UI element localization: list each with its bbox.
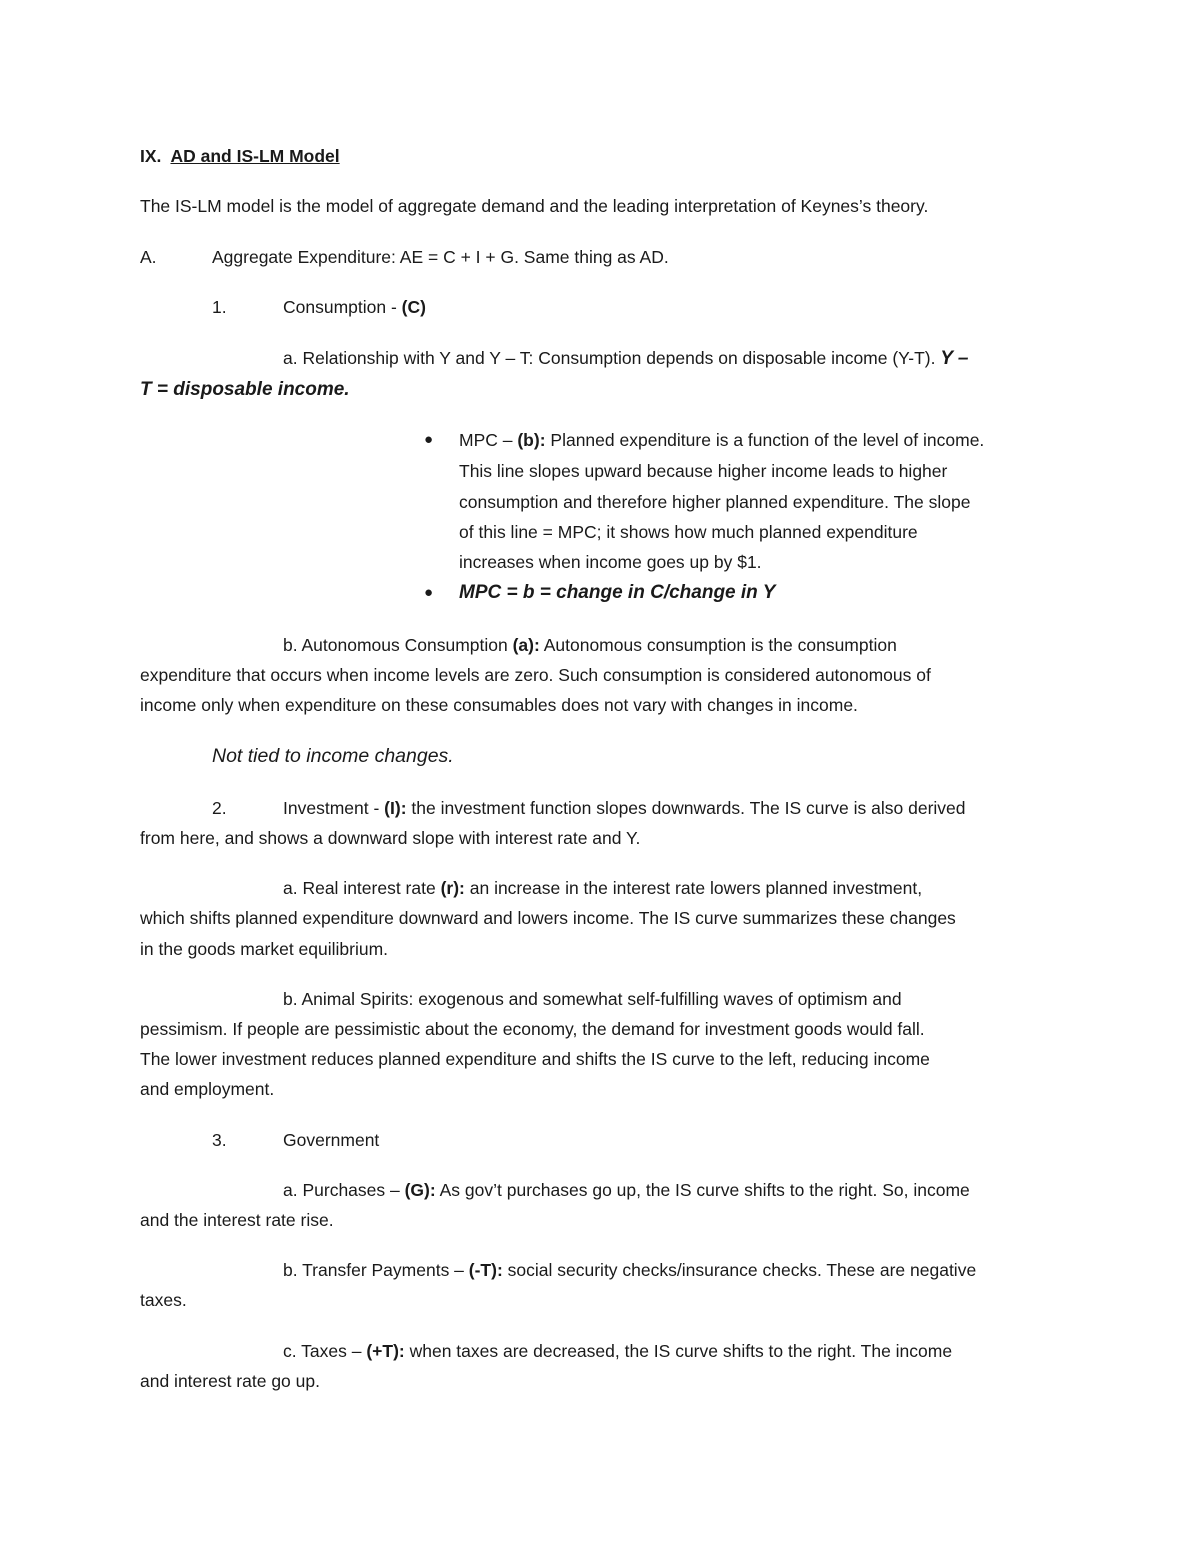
item-2-colon: : <box>400 798 407 818</box>
item-2b-line-1: b. Animal Spirits: exogenous and somewhat self-fulfilling waves of optimism and <box>283 989 902 1009</box>
section-a-text: Aggregate Expenditure: AE = C + I + G. Same thing as AD. <box>212 247 669 267</box>
item-3-label: 3. <box>212 1130 227 1150</box>
item-3b-line-1 <box>283 1259 976 1281</box>
item-3a-line-1-rest: As gov’t purchases go up, the IS curve shifts to the right. So, income <box>435 1180 970 1200</box>
item-3a-colon: : <box>429 1180 436 1200</box>
item-2-symbol: (I) <box>384 798 401 818</box>
mpc-formula: MPC = b = change in C/change in Y <box>459 582 776 603</box>
item-2-line-1-rest: the investment function slopes downwards. The IS curve is also derived <box>406 798 966 818</box>
mpc-line-1-rest: Planned expenditure is a function of the level of income. <box>545 430 985 450</box>
item-2-line-2: from here, and shows a downward slope with interest rate and Y. <box>140 828 641 848</box>
item-1a-text: a. Relationship with Y and Y – T: Consumption depends on disposable income (Y-T). <box>283 348 941 368</box>
item-3a-line-2: and the interest rate rise. <box>140 1210 334 1230</box>
item-2a-line-1 <box>283 877 922 899</box>
item-3-text: Government <box>283 1130 380 1150</box>
item-1b-line-2: expenditure that occurs when income levels are zero. Such consumption is considered autonomous of <box>140 665 931 685</box>
item-1-heading <box>283 296 426 318</box>
item-2b-line-2: pessimism. If people are pessimistic about the economy, the demand for investment goods would fall. <box>140 1019 925 1039</box>
bullet-mpc-line-3: consumption and therefore higher planned expenditure. The slope <box>459 492 971 512</box>
bullet-mpc-line-1 <box>459 429 984 451</box>
item-2-line-1 <box>283 797 966 819</box>
bullet-mpc-line-4: of this line = MPC; it shows how much planned expenditure <box>459 522 918 542</box>
heading-number: IX. <box>140 146 162 166</box>
item-1a-line-1 <box>283 347 969 370</box>
item-3b-prefix: b. Transfer Payments – <box>283 1260 469 1280</box>
bullet-icon: ● <box>424 431 434 448</box>
item-3b-colon: : <box>496 1260 503 1280</box>
item-1-symbol: (C) <box>401 297 426 317</box>
item-1-label: 1. <box>212 297 227 317</box>
item-3c-symbol: (+T) <box>366 1341 399 1361</box>
item-3b-line-1-rest: social security checks/insurance checks. These are negative <box>502 1260 977 1280</box>
item-1a-emphasis-1: Y – <box>940 348 969 369</box>
item-3c-line-2: and interest rate go up. <box>140 1371 320 1391</box>
item-2b-line-4: and employment. <box>140 1079 275 1099</box>
item-2a-line-1-rest: an increase in the interest rate lowers planned investment, <box>464 878 923 898</box>
bullet-icon: ● <box>424 584 434 601</box>
intro-paragraph: The IS-LM model is the model of aggregate demand and the leading interpretation of Keynes’s theory. <box>140 196 929 216</box>
item-3a-line-1 <box>283 1179 970 1201</box>
mpc-colon: : <box>539 430 546 450</box>
item-3c-line-1 <box>283 1340 952 1362</box>
item-2a-line-3: in the goods market equilibrium. <box>140 939 389 959</box>
mpc-prefix: MPC – <box>459 430 518 450</box>
item-3c-line-1-rest: when taxes are decreased, the IS curve shifts to the right. The income <box>404 1341 953 1361</box>
item-1b-colon: : <box>533 635 540 655</box>
item-2a-symbol: (r) <box>440 878 460 898</box>
item-3b-line-2: taxes. <box>140 1290 187 1310</box>
item-1b-line-1-rest: Autonomous consumption is the consumption <box>539 635 897 655</box>
item-2a-prefix: a. Real interest rate <box>283 878 441 898</box>
mpc-symbol: (b) <box>517 430 540 450</box>
item-1b-prefix: b. Autonomous Consumption <box>283 635 513 655</box>
item-1b-line-3: income only when expenditure on these consumables does not vary with changes in income. <box>140 695 858 715</box>
item-2-label: 2. <box>212 798 227 818</box>
item-2-prefix: Investment - <box>283 798 385 818</box>
item-3b-symbol: (-T) <box>468 1260 497 1280</box>
bullet-mpc-line-2: This line slopes upward because higher income leads to higher <box>459 461 948 481</box>
item-3c-prefix: c. Taxes – <box>283 1341 367 1361</box>
item-2a-line-2: which shifts planned expenditure downward and lowers income. The IS curve summarizes these changes <box>140 908 956 928</box>
heading-title: AD and IS-LM Model <box>170 146 340 166</box>
item-2b-line-3: The lower investment reduces planned expenditure and shifts the IS curve to the left, reducing income <box>140 1049 930 1069</box>
item-3c-colon: : <box>398 1341 405 1361</box>
item-1a-emphasis-2: T = disposable income. <box>140 379 350 400</box>
item-1b-line-1 <box>283 634 897 656</box>
section-a-label: A. <box>140 247 157 267</box>
note-text: Not tied to income changes. <box>212 745 454 767</box>
item-3a-prefix: a. Purchases – <box>283 1180 405 1200</box>
item-3a-symbol: (G) <box>404 1180 430 1200</box>
bullet-mpc-line-5: increases when income goes up by $1. <box>459 552 762 572</box>
item-1b-symbol: (a) <box>512 635 534 655</box>
section-heading <box>140 145 340 167</box>
item-2a-colon: : <box>459 878 465 898</box>
item-1-text: Consumption - <box>283 297 402 317</box>
